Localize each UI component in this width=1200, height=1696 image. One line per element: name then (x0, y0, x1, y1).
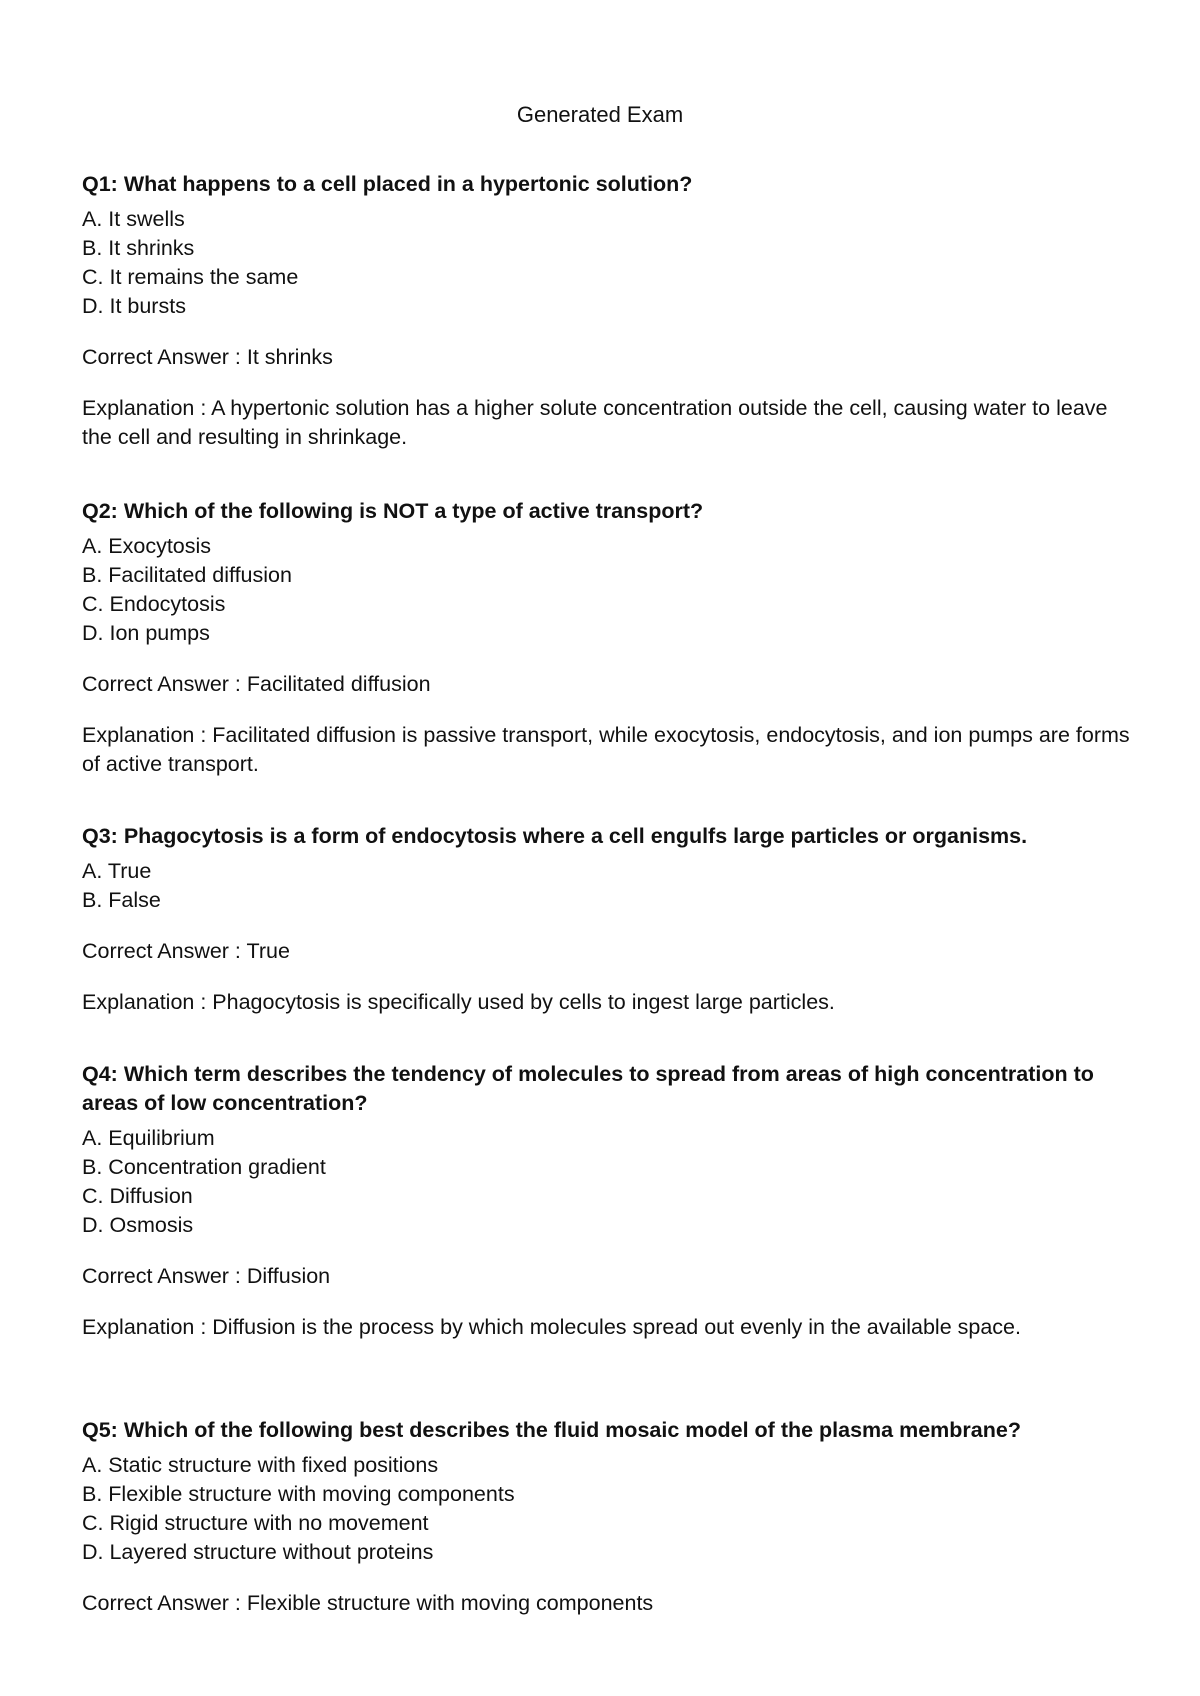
explanation: Explanation : A hypertonic solution has a higher solute concentration outside the cell, causing water to leave the cell and resulting in shrinkage. (82, 396, 1108, 449)
explanation: Explanation : Facilitated diffusion is passive transport, while exocytosis, endocytosis, and ion pumps are forms of active transport. (82, 723, 1130, 776)
option-b: B. Facilitated diffusion (82, 563, 292, 587)
question-block-3 (82, 822, 1132, 1017)
correct-answer: Correct Answer : Diffusion (82, 1264, 331, 1288)
option-c: C. Endocytosis (82, 592, 226, 616)
question-block-1 (82, 170, 1132, 452)
correct-answer: Correct Answer : True (82, 939, 290, 963)
option-b: B. False (82, 888, 161, 912)
option-b: B. It shrinks (82, 236, 195, 260)
option-b: B. Flexible structure with moving components (82, 1482, 515, 1506)
question-text: Q2: Which of the following is NOT a type of active transport? (82, 499, 704, 523)
option-d: D. Osmosis (82, 1213, 194, 1237)
option-a: A. It swells (82, 207, 185, 231)
question-text: Q5: Which of the following best describes the fluid mosaic model of the plasma membrane? (82, 1418, 1021, 1442)
question-block-5 (82, 1416, 1132, 1618)
correct-answer: Correct Answer : Facilitated diffusion (82, 672, 431, 696)
option-d: D. Ion pumps (82, 621, 210, 645)
explanation: Explanation : Phagocytosis is specifically used by cells to ingest large particles. (82, 990, 835, 1014)
options-list (82, 1451, 1132, 1567)
correct-answer: Correct Answer : Flexible structure with moving components (82, 1591, 654, 1615)
question-text: Q3: Phagocytosis is a form of endocytosis where a cell engulfs large particles or organisms. (82, 824, 1028, 848)
question-text: Q4: Which term describes the tendency of molecules to spread from areas of high concentration to areas of low concentration? (82, 1062, 1094, 1115)
correct-answer: Correct Answer : It shrinks (82, 345, 333, 369)
question-block-4 (82, 1060, 1132, 1342)
option-a: A. Equilibrium (82, 1126, 215, 1150)
option-d: D. Layered structure without proteins (82, 1540, 434, 1564)
question-text: Q1: What happens to a cell placed in a hypertonic solution? (82, 172, 693, 196)
options-list (82, 857, 1132, 915)
question-block-2 (82, 497, 1132, 779)
option-d: D. It bursts (82, 294, 186, 318)
option-c: C. Diffusion (82, 1184, 193, 1208)
option-b: B. Concentration gradient (82, 1155, 326, 1179)
page-title: Generated Exam (516, 102, 684, 127)
explanation: Explanation : Diffusion is the process by which molecules spread out evenly in the available space. (82, 1315, 1021, 1339)
options-list (82, 532, 1132, 648)
options-list (82, 205, 1132, 321)
option-a: A. Exocytosis (82, 534, 212, 558)
option-c: C. It remains the same (82, 265, 299, 289)
option-c: C. Rigid structure with no movement (82, 1511, 429, 1535)
options-list (82, 1124, 1132, 1240)
option-a: A. Static structure with fixed positions (82, 1453, 439, 1477)
option-a: A. True (82, 859, 152, 883)
